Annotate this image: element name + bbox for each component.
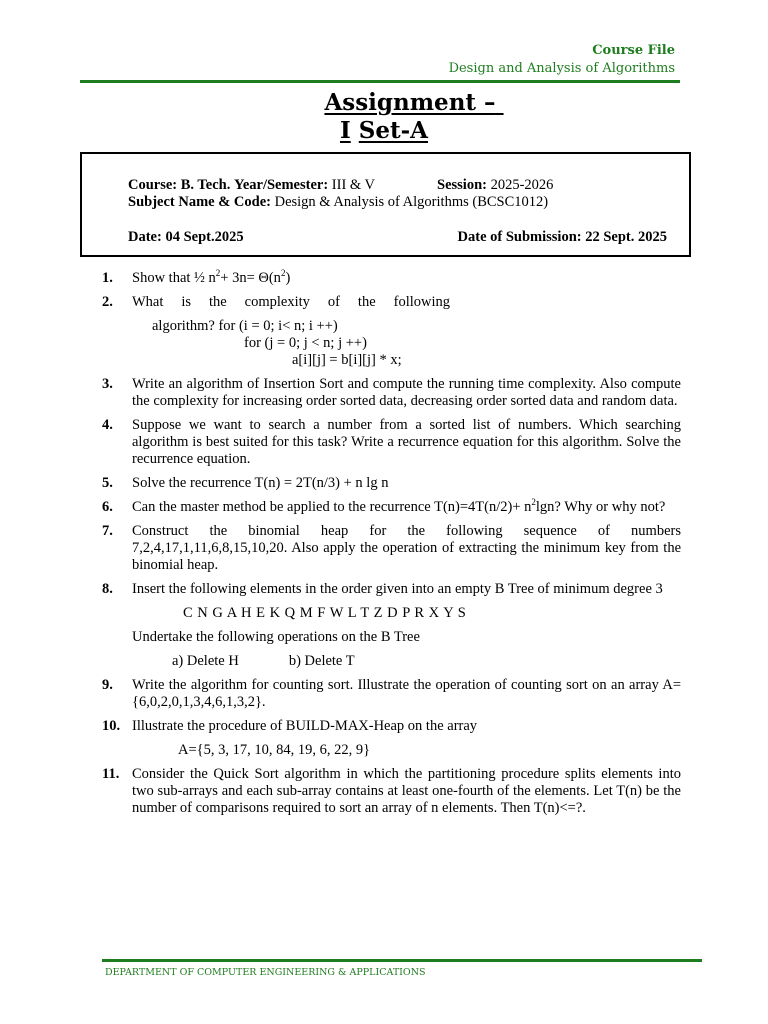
question-text: Illustrate the procedure of BUILD-MAX-Heap on the array — [132, 718, 478, 734]
question-7 — [102, 523, 681, 574]
question-number: 8. — [102, 581, 113, 597]
footer-divider — [102, 959, 702, 962]
question-number: 10. — [102, 718, 121, 734]
question-11 — [102, 766, 681, 817]
course-label: Course: B. Tech. — [128, 177, 231, 193]
question-number: 6. — [102, 499, 113, 515]
question-text: What is the complexity of the following — [132, 294, 450, 310]
title-line-1 — [30, 89, 768, 116]
header-divider — [80, 80, 680, 83]
course-row — [128, 177, 375, 194]
question-list — [102, 270, 681, 824]
question-number: 1. — [102, 270, 113, 286]
superscript: 2 — [215, 268, 221, 279]
year-value: III & V — [331, 177, 376, 193]
header-subject: Design and Analysis of Algorithms — [448, 61, 675, 76]
question-text: Write the algorithm for counting sort. Illustrate the operation of counting sort on an array A={6,0,2,0,1,3,4,6,1,3,2}. — [132, 677, 681, 710]
btree-sequence: C N G A H E K Q M F W L T Z D P R X Y S — [183, 605, 467, 621]
question-text: ) — [285, 270, 291, 286]
question-subtext: Undertake the following operations on the B Tree — [132, 629, 420, 645]
title-gap — [496, 89, 504, 116]
code-line: algorithm? for (i = 0; i< n; i ++) — [152, 318, 338, 334]
operations-row — [132, 653, 681, 670]
question-text: Write an algorithm of Insertion Sort and compute the running time complexity. Also compute the complexity for increasing order sorted data, decreasing order sorted data and random data. — [132, 376, 681, 409]
title-i: I — [339, 117, 351, 144]
question-text: Suppose we want to search a number from a sorted list of numbers. Which searching algorithm is best suited for this task? Write a recurrence equation for this algorithm. Solve the recurrence equation. — [132, 417, 681, 467]
title-set: Set-A — [358, 117, 429, 144]
code-line: for (j = 0; j < n; j ++) — [244, 335, 367, 351]
question-number: 11. — [102, 766, 120, 782]
question-text: lgn? Why or why not? — [535, 499, 666, 515]
subject-label: Subject Name & Code: — [128, 194, 271, 210]
session-value: 2025-2026 — [490, 177, 554, 193]
question-number: 9. — [102, 677, 113, 693]
code-line: a[i][j] = b[i][j] * x; — [292, 352, 402, 368]
question-9 — [102, 677, 681, 711]
question-text: Insert the following elements in the order given into an empty B Tree of minimum degree 3 — [132, 581, 663, 597]
submission-date: Date of Submission: 22 Sept. 2025 — [457, 229, 667, 245]
question-text: + 3n= Θ(n — [220, 270, 281, 286]
subject-row — [128, 194, 548, 211]
question-3 — [102, 376, 681, 410]
question-number: 4. — [102, 417, 113, 433]
footer-department: DEPARTMENT OF COMPUTER ENGINEERING & APPLICATIONS — [105, 967, 426, 978]
question-number: 7. — [102, 523, 113, 539]
issue-date: Date: 04 Sept.2025 — [128, 229, 244, 245]
question-1 — [102, 270, 681, 287]
question-text: Can the master method be applied to the recurrence T(n)=4T(n/2)+ n — [132, 499, 532, 515]
subject-value: Design & Analysis of Algorithms (BCSC1012) — [274, 194, 549, 210]
operation-a: a) Delete H — [172, 653, 239, 669]
question-number: 5. — [102, 475, 113, 491]
superscript: 2 — [280, 268, 286, 279]
question-text: Show that ½ n — [132, 270, 216, 286]
question-8 — [102, 581, 681, 670]
superscript: 2 — [531, 497, 536, 508]
question-text: Construct the binomial heap for the following sequence of numbers 7,2,4,17,1,11,6,8,15,10,20. Also apply the operation of extracting the minimum key from the binomial heap. — [132, 523, 681, 573]
question-6 — [102, 499, 681, 516]
heap-array: A={5, 3, 17, 10, 84, 19, 6, 22, 9} — [178, 742, 371, 758]
question-2 — [102, 294, 681, 369]
question-text: Consider the Quick Sort algorithm in which the partitioning procedure splits elements into two sub-arrays and each sub-array contains at least one-fourth of the elements. Let T(n) be the number of comparisons required to sort an array of n elements. Then T(n)<=?. — [132, 766, 681, 816]
question-5 — [102, 475, 681, 492]
title-assignment: Assignment – — [324, 89, 496, 116]
year-label: Year/Semester: — [233, 177, 329, 193]
question-number: 3. — [102, 376, 113, 392]
title-line-2 — [0, 117, 768, 144]
question-4 — [102, 417, 681, 468]
question-number: 2. — [102, 294, 113, 310]
course-info-box — [80, 152, 691, 257]
question-text: Solve the recurrence T(n) = 2T(n/3) + n lg n — [132, 475, 389, 491]
operation-b: b) Delete T — [288, 653, 355, 669]
session-label: Session: — [437, 177, 487, 193]
header-course-file: Course File — [592, 43, 675, 58]
session-row — [437, 177, 553, 194]
question-10 — [102, 718, 681, 759]
